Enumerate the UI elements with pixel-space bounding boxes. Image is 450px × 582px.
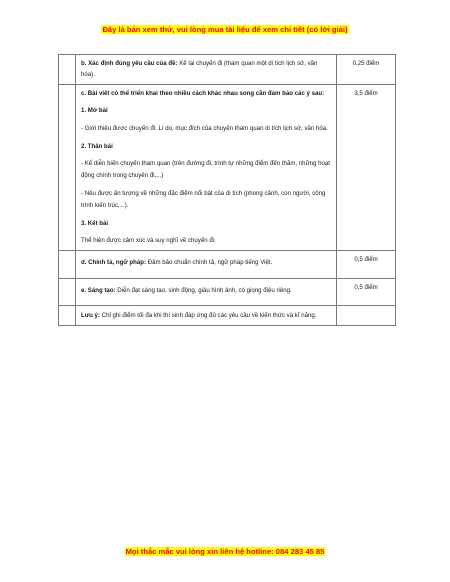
hotline-footer [0,547,450,556]
row-c-criteria-cell [76,84,337,250]
row-b-text: Kể lại chuyến đi (tham quan một di tích lịch sử, văn hóa). [81,60,318,79]
preview-banner-text: Đây là bản xem thử, vui lòng mua tài liệu để xem chi tiết (có lời giải) [102,25,348,34]
table-row-d [59,250,396,278]
than-bai-text-1: - Kể diễn biến chuyến tham quan (trên đường đi, trình tự những điểm đến thăm, những hoạt động chính trong chuyến đi,...) [81,160,330,179]
row-note-score-cell [337,305,396,325]
table-row-b [59,55,396,85]
table-row-note [59,305,396,325]
ket-bai-heading: 3. Kết bài [81,220,109,228]
row-note-index-cell [59,305,76,325]
than-bai-heading: 2. Thân bài [81,143,113,151]
row-note-cell [76,305,337,325]
preview-banner [0,25,450,34]
table-row-c [59,84,396,250]
row-d-score: 0,5 điểm [337,250,396,278]
row-d-criteria-cell [76,250,337,278]
row-b-label: b. Xác định đúng yêu cầu của đề: [81,60,178,67]
row-c-intro: c. Bài viết có thể triển khai theo nhiều cách khác nhau song cần đảm bảo các ý sau: [81,89,325,97]
mo-bai-heading: 1. Mở bài [81,107,108,115]
row-b-criteria-cell [76,55,337,85]
row-e-score: 0,5 điểm [337,279,396,305]
row-d-text: Đảm bảo chuẩn chính tả, ngữ pháp tiếng Việt. [146,258,273,266]
note-text: Chỉ ghi điểm tối đa khi thí sinh đáp ứng đủ các yêu cầu về kiến thức và kĩ năng. [99,311,317,319]
row-e-criteria-cell [76,279,337,305]
row-e-index-cell [59,279,76,305]
note-label: Lưu ý: [81,311,100,319]
row-e-text: Diễn đạt sáng tạo, sinh động, giàu hình ảnh, có giọng điệu riêng. [115,287,292,295]
row-c-index-cell [59,84,76,250]
hotline-text: Mọi thắc mắc vui lòng xin liên hệ hotline: 084 283 45 85 [125,547,325,556]
grading-table [58,54,396,326]
row-d-index-cell [59,250,76,278]
row-c-score: 3,5 điểm [337,84,396,250]
row-e-label: e. Sáng tạo: [81,287,116,295]
than-bai-text-2: - Nêu được ấn tượng về những đặc điểm nổi bật của di tích (phong cảnh, con người, công trình kiến trúc,...). [81,190,326,209]
row-b-score: 0,25 điểm [337,55,396,85]
mo-bai-text: - Giới thiệu được chuyến đi: Lí do, mục đích của chuyến tham quan di tích lịch sử, văn hóa. [81,124,328,132]
table-row-e [59,279,396,305]
ket-bai-text: Thể hiện được cảm xúc và suy nghĩ về chuyến đi. [81,237,216,245]
row-d-label: d. Chính tả, ngữ pháp: [81,258,147,266]
row-b-index-cell [59,55,76,85]
